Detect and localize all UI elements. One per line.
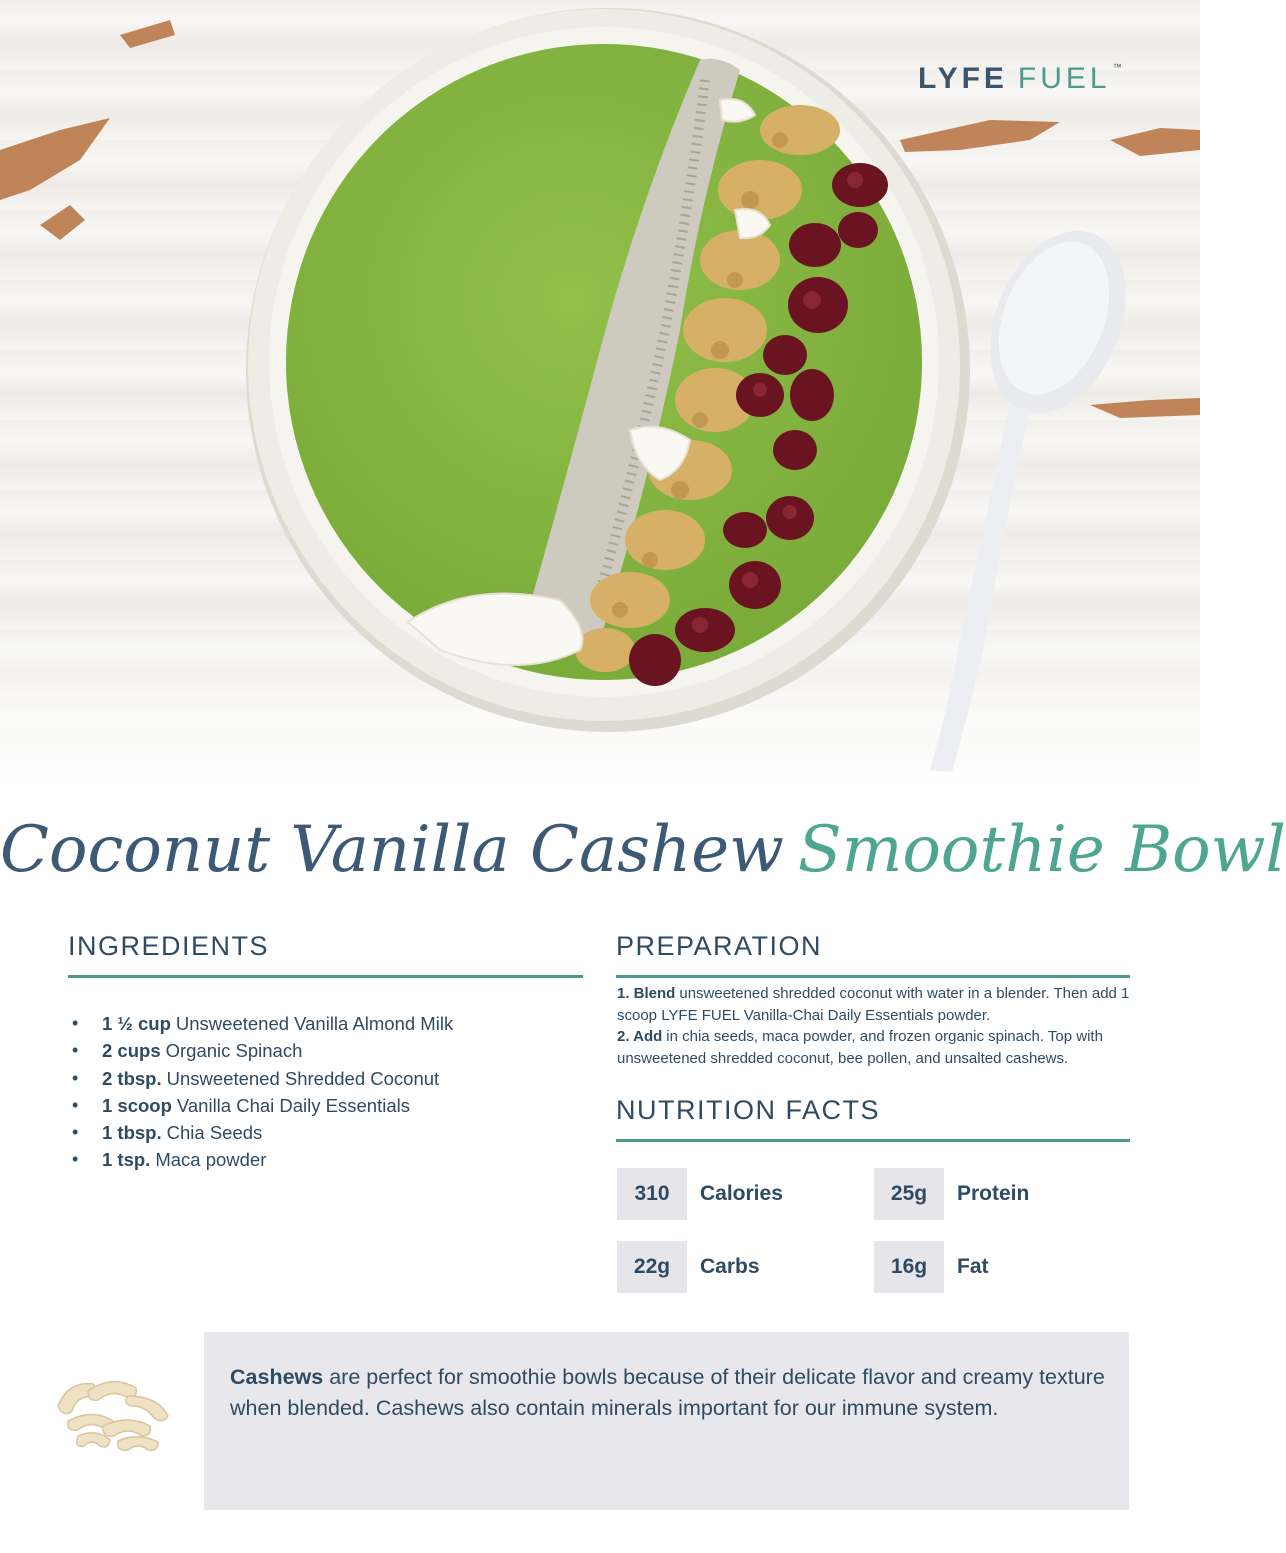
- preparation-step: [617, 983, 1137, 1026]
- ingredients-divider: [68, 975, 583, 978]
- nutrition-label: Fat: [957, 1255, 989, 1278]
- preparation-divider: [616, 975, 1130, 978]
- smoothie-bowl-illustration: [0, 0, 1200, 790]
- ingredients-list: [72, 1010, 572, 1174]
- ingredient-name: Vanilla Chai Daily Essentials: [176, 1094, 410, 1116]
- ingredient-item: [72, 1010, 572, 1037]
- nutrition-label: Calories: [700, 1182, 783, 1205]
- ingredients-heading: INGREDIENTS: [68, 931, 270, 961]
- nutrition-fact-protein: [874, 1168, 1029, 1220]
- ingredient-name: Unsweetened Vanilla Almond Milk: [175, 1013, 454, 1034]
- bullet: •: [72, 1122, 79, 1143]
- ingredient-item: [72, 1065, 572, 1092]
- nutrition-fact-carbs: [617, 1241, 760, 1293]
- nutrition-heading: NUTRITION FACTS: [616, 1095, 880, 1125]
- recipe-title-part1: Coconut Vanilla Cashew: [0, 813, 784, 887]
- ingredient-item: [72, 1146, 572, 1173]
- nutrition-label: Carbs: [700, 1255, 760, 1278]
- cashew-callout: [204, 1332, 1129, 1510]
- preparation-steps: [617, 983, 1137, 1069]
- ingredient-item: [72, 1119, 572, 1146]
- callout-text: [230, 1362, 1110, 1424]
- nutrition-fact-fat: [874, 1241, 989, 1293]
- cashew-nuts-image: [48, 1366, 178, 1456]
- step-text: in chia seeds, maca powder, and frozen organic spinach. Top with unsweetened shredded coconut, bee pollen, and unsalted cashews.: [617, 1028, 1103, 1067]
- callout-body: are perfect for smoothie bowls because of their delicate flavor and creamy texture when blended. Cashews also contain minerals important for our immune system.: [230, 1365, 1105, 1420]
- recipe-title: [0, 800, 1286, 900]
- logo-lyfe: LYFE: [918, 62, 1008, 95]
- ingredient-name: Unsweetened Shredded Coconut: [166, 1067, 440, 1089]
- nutrition-fact-calories: [617, 1168, 783, 1220]
- bullet: •: [72, 1040, 79, 1061]
- nutrition-divider: [616, 1139, 1130, 1142]
- nutrition-value: 16g: [874, 1241, 944, 1293]
- ingredient-name: Organic Spinach: [165, 1040, 303, 1062]
- nutrition-label: Protein: [957, 1182, 1030, 1205]
- bullet: •: [72, 1067, 79, 1088]
- callout-lead: Cashews: [230, 1365, 324, 1389]
- ingredient-qty: 1 tbsp.: [102, 1122, 162, 1144]
- ingredient-qty: 2 tbsp.: [102, 1067, 162, 1089]
- ingredient-qty: 1 tsp.: [102, 1149, 151, 1171]
- nutrition-value: 22g: [617, 1241, 687, 1293]
- hero-photo: [0, 0, 1200, 790]
- bullet: •: [72, 1094, 79, 1115]
- ingredient-name: Maca powder: [155, 1149, 267, 1171]
- ingredient-qty: 2 cups: [102, 1040, 161, 1062]
- ingredient-item: [72, 1037, 572, 1064]
- brand-logo: [918, 62, 1122, 102]
- step-lead: 2. Add: [617, 1028, 663, 1045]
- bullet: •: [72, 1149, 79, 1170]
- ingredient-item: [72, 1092, 572, 1119]
- preparation-heading: PREPARATION: [616, 931, 823, 961]
- ingredient-name: Chia Seeds: [166, 1122, 263, 1144]
- logo-trademark: ™: [1112, 62, 1122, 72]
- recipe-title-part2: Smoothie Bowl: [797, 813, 1286, 887]
- spoon: [930, 211, 1151, 772]
- preparation-step: [617, 1026, 1137, 1069]
- bullet: •: [72, 1013, 79, 1033]
- nutrition-value: 310: [617, 1168, 687, 1220]
- step-text: unsweetened shredded coconut with water in a blender. Then add 1 scoop LYFE FUEL Vanilla-Chai Daily Essentials powder.: [617, 985, 1130, 1024]
- ingredient-qty: 1 ½ cup: [102, 1013, 171, 1034]
- ingredient-qty: 1 scoop: [102, 1094, 172, 1116]
- step-lead: 1. Blend: [617, 985, 676, 1002]
- logo-fuel: FUEL: [1017, 62, 1111, 95]
- nutrition-value: 25g: [874, 1168, 944, 1220]
